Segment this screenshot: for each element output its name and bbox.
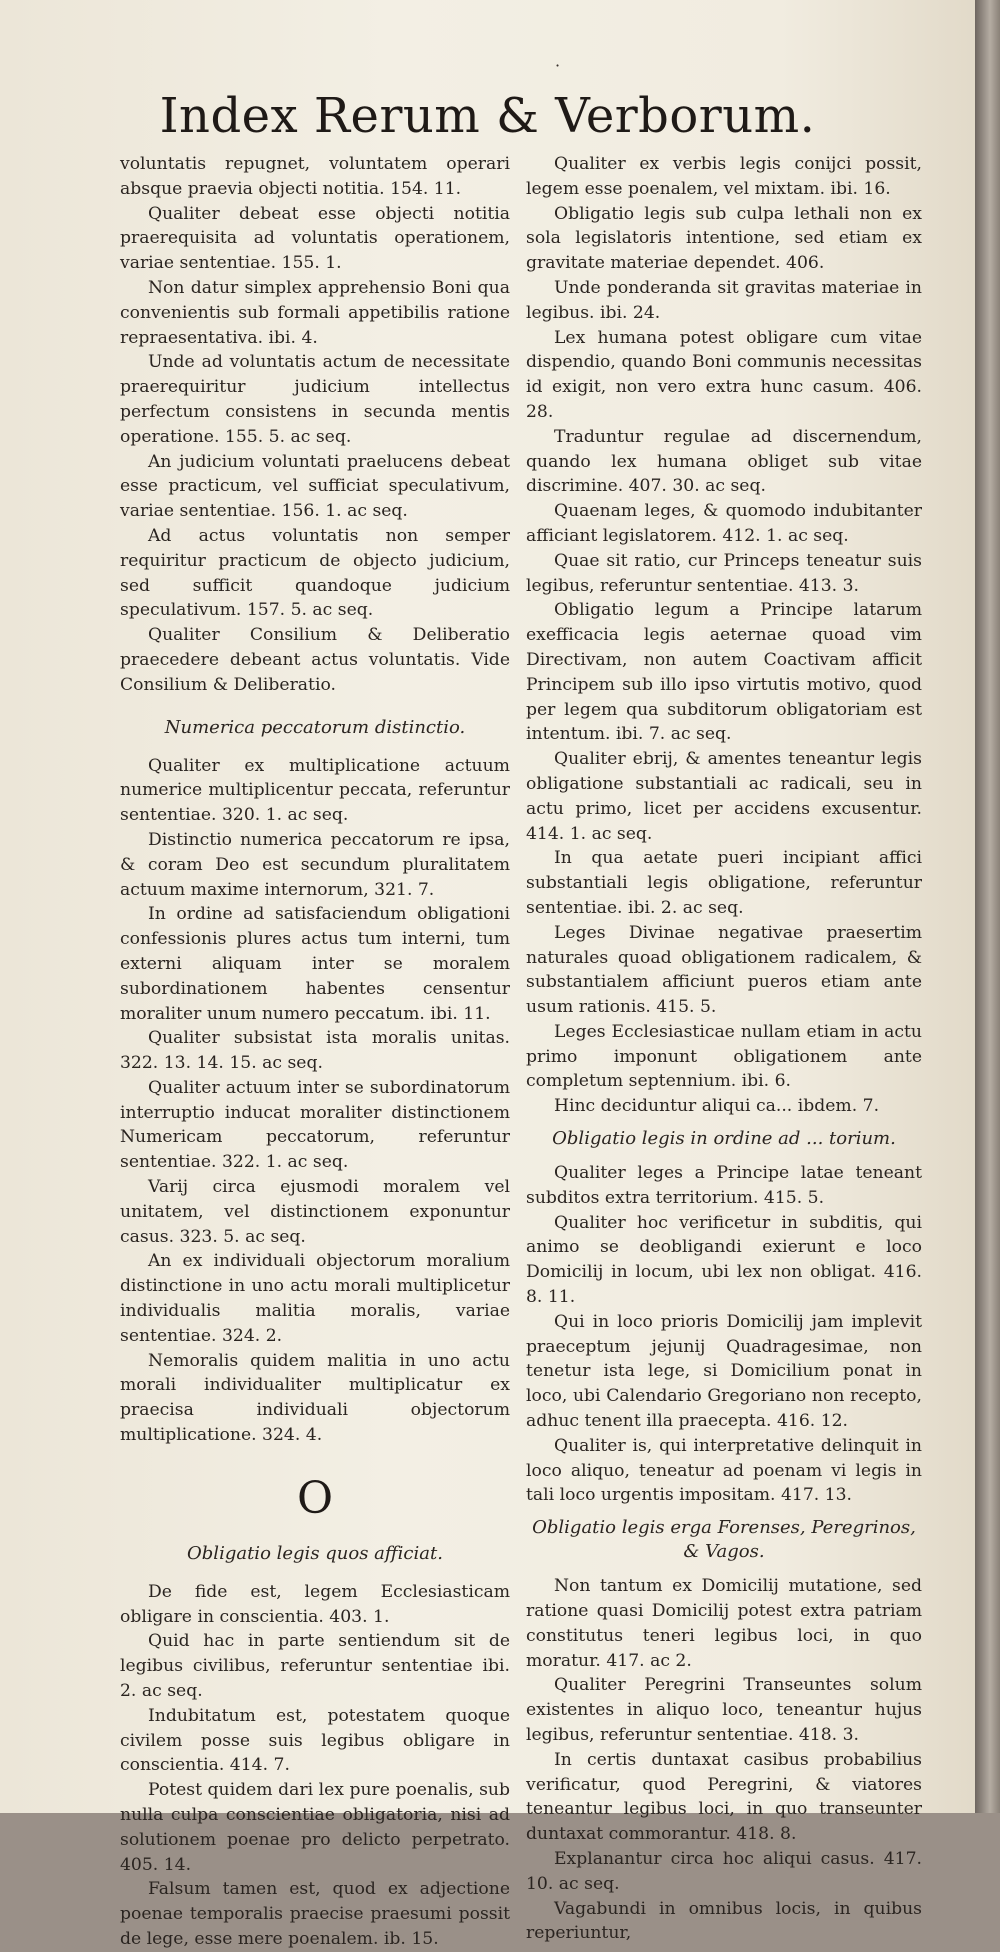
index-entry: Qualiter ex multiplicatione actuum numerice multiplicentur peccata, referuntur sententiae. 320. 1. ac seq. [120,755,510,826]
index-entry: Leges Ecclesiasticae nullam etiam in actu primo imponunt obligationem ante completum septennium. ibi. 6. [526,1021,922,1092]
index-entry: Quae sit ratio, cur Princeps teneatur suis legibus, referuntur sententiae. 413. 3. [526,550,922,596]
book-edge [975,0,1000,1813]
index-entry: Varij circa ejusmodi moralem vel unitatem, vel distinctionem exponuntur casus. 323. 5. ac seq. [120,1177,510,1247]
index-entry: In certis duntaxat casibus probabilius verificatur, quod Peregrini, & viatores teneantur legibus loci, in quo transeunter duntaxat commorantur. 418. 8. [526,1749,922,1845]
right-column [526,152,922,1946]
index-entry: Qualiter leges a Principe latae teneant subditos extra territorium. 415. 5. [526,1163,922,1208]
index-entry: Traduntur regulae ad discernendum, quando lex humana obliget sub vitae discrimine. 407. 30. ac seq. [526,426,922,497]
ornament-mark: · [555,56,561,75]
index-entry: Unde ad voluntatis actum de necessitate praerequiritur judicium intellectus perfectum consistens in secunda mentis operatione. 155. 5. ac seq. [120,352,510,447]
index-entry: Qualiter subsistat ista moralis unitas. 322. 13. 14. 15. ac seq. [120,1028,510,1074]
index-entry: Qualiter ebrij, & amentes teneantur legis obligatione substantiali ac radicali, seu in actu primo, licet per accidens excusentur. 414. 1. ac seq. [526,749,922,844]
index-entry: Qualiter hoc verificetur in subditis, qui animo se deobligandi exierunt e loco Domicilij in locum, ubi lex non obligat. 416. 8. 11. [526,1212,922,1308]
index-entry: Qualiter ex verbis legis conijci possit, legem esse poenalem, vel mixtam. ibi. 16. [526,154,922,199]
index-entry: Quid hac in parte sentiendum sit de legibus civilibus, referuntur sententiae ibi. 2. ac seq. [120,1631,510,1702]
index-entry: Distinctio numerica peccatorum re ipsa, & coram Deo est secundum pluralitatem actuum maxime internorum, 321. 7. [120,829,510,900]
section-letter: O [296,1472,334,1524]
left-column [120,152,510,1952]
index-entry: Qui in loco prioris Domicilij jam implevit praeceptum jejunij Quadragesimae, non tenetur ista lege, si Domicilium ponat in loco, ubi Calendario Gregoriano non recepto, adhuc tenent illa praecepta. 416. 12. [526,1311,922,1432]
section-heading-numerica: Numerica peccatorum distinctio. [164,716,466,738]
page-title: Index Rerum & Verborum. [159,88,816,144]
index-entry: Qualiter Peregrini Transeuntes solum existentes in aliquo loco, teneantur hujus legibus, referuntur sententiae. 418. 3. [526,1675,922,1746]
index-entry: Obligatio legis sub culpa lethali non ex sola legislatoris intentione, sed etiam ex gravitate materiae dependet. 406. [526,203,922,274]
index-entry: Qualiter is, qui interpretative delinquit in loco aliquo, teneatur ad poenam vi legis in tali loco urgentis impositam. 417. 13. [526,1435,922,1506]
index-entry: Qualiter Consilium & Deliberatio praecedere debeant actus voluntatis. Vide Consilium & Deliberatio. [120,625,510,695]
index-entry: Ad actus voluntatis non semper requiritur practicum de objecto judicium, sed sufficit quandoque judicium speculativum. 157. 5. ac seq. [120,525,510,621]
index-entry: In ordine ad satisfaciendum obligationi confessionis plures actus tum interni, tum externi aliquam inter se moralem subordinationem habentes censentur moraliter unum numero peccatum. ibi. 11. [120,904,510,1024]
index-entry: Unde ponderanda sit gravitas materiae in legibus. ibi. 24. [526,277,922,323]
index-entry: Hinc deciduntur aliqui ca... ibdem. 7. [554,1096,880,1117]
index-entry: Non datur simplex apprehensio Boni qua convenientis sub formali appetibilis ratione repraesentativa. ibi. 4. [120,277,510,348]
index-entry: Falsum tamen est, quod ex adjectione poenae temporalis praecise praesumi possit de lege, esse mere poenalem. ib. 15. [120,1879,510,1949]
index-entry: Non tantum ex Domicilij mutatione, sed ratione quasi Domicilij potest extra patriam constitutus teneri legibus loci, in quo moratur. 417. ac 2. [526,1576,922,1671]
index-entry: In qua aetate pueri incipiant affici substantiali legis obligatione, referuntur sententiae. ibi. 2. ac seq. [526,848,922,918]
index-entry: Indubitatum est, potestatem quoque civilem posse suis legibus obligare in conscientia. 414. 7. [120,1705,510,1776]
index-entry: An judicium voluntati praelucens debeat esse practicum, vel sufficiat speculativum, variae sententiae. 156. 1. ac seq. [120,451,510,522]
index-entry: Explanantur circa hoc aliqui casus. 417. 10. ac seq. [526,1849,922,1894]
section-heading-obligatio: Obligatio legis quos afficiat. [187,1542,443,1564]
section-heading-ordine: Obligatio legis in ordine ad ... torium. [552,1128,896,1150]
index-entry: Lex humana potest obligare cum vitae dispendio, quando Boni communis necessitas id exigit, non vero extra hunc casum. 406. 28. [526,327,922,422]
index-entry: Qualiter actuum inter se subordinatorum interruptio inducat moraliter distinctionem Numericam peccatorum, referuntur sententiae. 322. 1. ac seq. [120,1077,510,1173]
index-entry: Obligatio legum a Principe latarum exefficacia legis aeternae quoad vim Directivam, non autem Coactivam afficit Principem sub illo ipso virtutis motivo, quod per legem qua subditorum obligatoriam est intentum. ibi. 7. ac seq. [526,600,922,745]
index-entry: Potest quidem dari lex pure poenalis, sub nulla culpa conscientiae obligatoria, nisi ad solutionem poenae pro delicto perpetrato. 405. 14. [120,1780,510,1875]
index-entry: Leges Divinae negativae praesertim naturales quoad obligationem radicalem, & substantialem afficiunt pueros etiam ante usum rationis. 415. 5. [526,922,922,1018]
index-entry: An ex individuali objectorum moralium distinctione in uno actu morali multiplicetur individualis malitia moralis, variae sententiae. 324. 2. [120,1251,510,1346]
index-entry: De fide est, legem Ecclesiasticam obligare in conscientia. 403. 1. [120,1581,510,1627]
index-entry: Quaenam leges, & quomodo indubitanter afficiant legislatorem. 412. 1. ac seq. [526,501,922,546]
index-entry: Qualiter debeat esse objecti notitia praerequisita ad voluntatis operationem, variae sententiae. 155. 1. [120,203,510,274]
index-entry: voluntatis repugnet, voluntatem operari absque praevia objecti notitia. 154. 11. [120,154,510,199]
index-entry: Nemoralis quidem malitia in uno actu morali individualiter multiplicatur ex praecisa individuali objectorum multiplicatione. 324. 4. [120,1350,510,1446]
index-entry: Vagabundi in omnibus locis, in quibus reperiuntur, [526,1898,922,1944]
section-heading-forenses: Obligatio legis erga Forenses, Peregrinos, & Vagos. [532,1517,916,1563]
